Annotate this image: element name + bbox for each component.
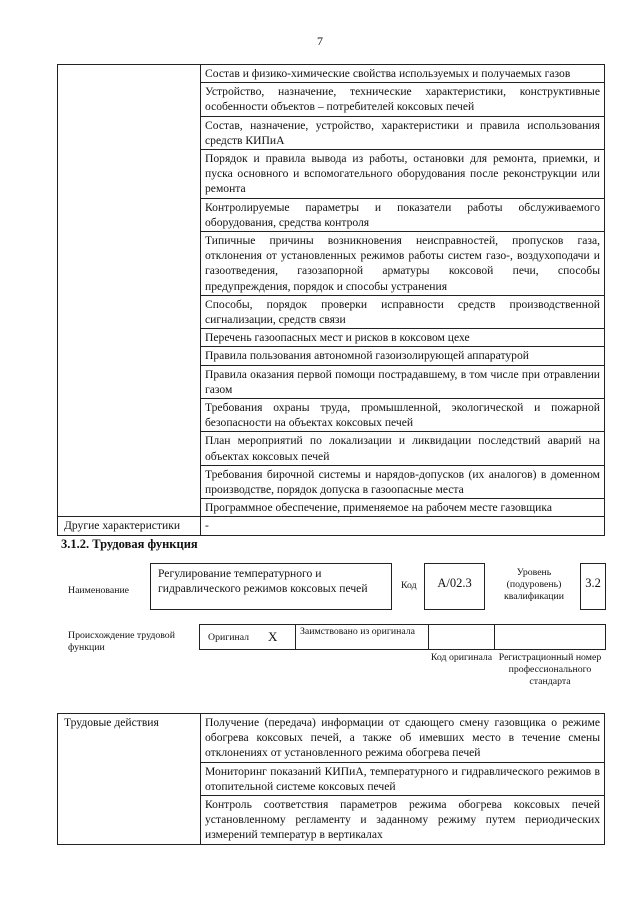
- knowledge-item: Устройство, назначение, технические характеристики, конструктивные особенности объектов – потребителей коксовых печей: [201, 83, 605, 116]
- action-item: Контроль соответствия параметров режима обогрева коксовых печей установленному регламенту и заданному режиму путем периодических измерений температур в вертикалах: [201, 796, 605, 845]
- borrowed-label: Заимствовано из оригинала: [300, 626, 415, 637]
- knowledge-table: [57, 64, 605, 536]
- knowledge-item: Требования бирочной системы и нарядов-допусков (их аналогов) в доменном производстве, порядок допуска в газоопасные места: [201, 465, 605, 498]
- table-row: [58, 714, 605, 763]
- other-value: -: [201, 517, 605, 535]
- original-mark: X: [268, 629, 278, 644]
- knowledge-item: Перечень газоопасных мест и рисков в коксовом цехе: [201, 329, 605, 347]
- actions-table: [57, 713, 605, 845]
- knowledge-item: Порядок и правила вывода из работы, остановки для ремонта, приемки, и пуска основного и вспомогательного оборудования после реконструкции или ремонта: [201, 150, 605, 199]
- knowledge-item: План мероприятий по локализации и ликвидации последствий аварий на объектах коксовых печей: [201, 432, 605, 465]
- knowledge-item: Контролируемые параметры и показатели работы обслуживаемого оборудования, средства контроля: [201, 198, 605, 231]
- knowledge-item: Состав, назначение, устройство, характеристики и правила использования средств КИПиА: [201, 116, 605, 149]
- table-row: [58, 65, 605, 83]
- name-label: Наименование: [68, 585, 130, 596]
- function-code-box: А/02.3: [424, 563, 485, 610]
- table-row: [58, 517, 605, 535]
- code-original-caption: Код оригинала: [430, 652, 493, 663]
- section-title: 3.1.2. Трудовая функция: [61, 537, 198, 551]
- page-number: 7: [317, 34, 323, 48]
- function-name-box: Регулирование температурного и гидравлического режимов коксовых печей: [150, 563, 392, 610]
- knowledge-item: Программное обеспечение, применяемое на рабочем месте газовщика: [201, 499, 605, 517]
- original-label: Оригинал: [208, 632, 250, 643]
- actions-label: Трудовые действия: [58, 714, 201, 845]
- code-original-cell: [428, 624, 495, 650]
- level-label: Уровень (подуровень) квалификации: [503, 567, 565, 602]
- other-label: Другие характеристики: [58, 517, 201, 535]
- knowledge-item: Состав и физико-химические свойства используемых и получаемых газов: [201, 65, 605, 83]
- code-label: Код: [401, 580, 417, 591]
- knowledge-label-cell: [58, 65, 201, 517]
- knowledge-item: Правила пользования автономной газоизолирующей аппаратурой: [201, 347, 605, 365]
- knowledge-item: Правила оказания первой помощи пострадавшему, в том числе при отравлении газом: [201, 365, 605, 398]
- knowledge-item: Типичные причины возникновения неисправностей, пропусков газа, отклонения от установленных режимов работы систем газо-, воздухоподачи и газоотведения, газозапорной арматуры коксовой печи, способы предупреждения, порядок и способы устранения: [201, 232, 605, 296]
- knowledge-item: Требования охраны труда, промышленной, экологической и пожарной безопасности на объектах коксовых печей: [201, 399, 605, 432]
- reg-number-cell: [494, 624, 606, 650]
- level-box: 3.2: [580, 563, 606, 610]
- borrowed-cell: [295, 624, 429, 650]
- reg-number-caption: Регистрационный номер профессионального стандарта: [498, 652, 602, 687]
- knowledge-item: Способы, порядок проверки исправности средств производственной сигнализации, средств связи: [201, 295, 605, 328]
- original-cell: [199, 624, 296, 650]
- action-item: Получение (передача) информации от сдающего смену газовщика о режиме обогрева коксовых печей, а также об имевших место в течение смены отклонениях от установленного режима обогрева печей: [201, 714, 605, 763]
- origin-label: Происхождение трудовой функции: [68, 630, 175, 653]
- action-item: Мониторинг показаний КИПиА, температурного и гидравлического режимов в отопительной системе коксовых печей: [201, 762, 605, 795]
